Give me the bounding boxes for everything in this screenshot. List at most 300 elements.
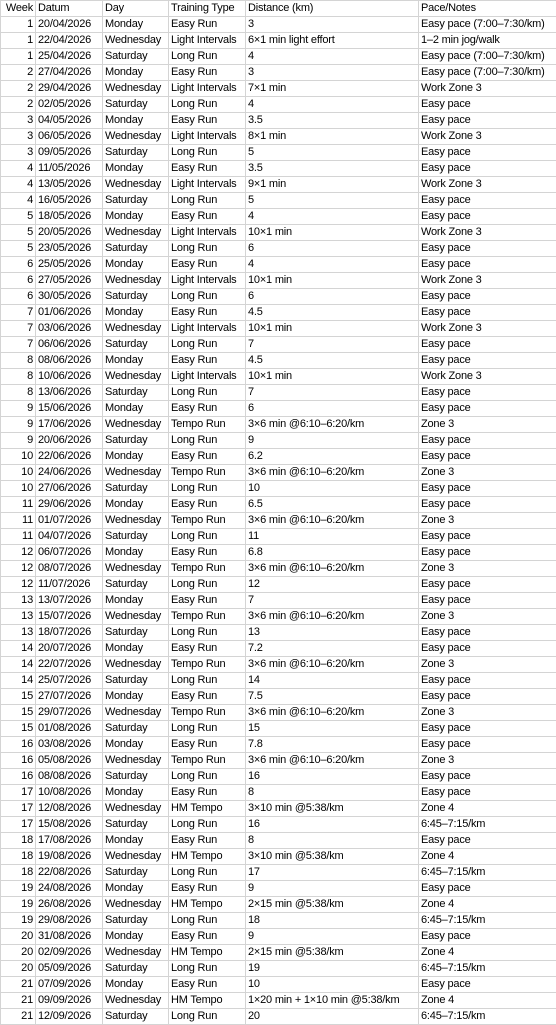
training-type-cell[interactable]: Easy Run <box>169 881 246 897</box>
day-cell[interactable]: Wednesday <box>103 81 169 97</box>
distance-cell[interactable]: 3×6 min @6:10–6:20/km <box>246 561 419 577</box>
pace-notes-cell[interactable]: Easy pace <box>419 289 556 305</box>
date-cell[interactable]: 20/06/2026 <box>36 433 103 449</box>
training-type-cell[interactable]: Light Intervals <box>169 369 246 385</box>
date-cell[interactable]: 01/08/2026 <box>36 721 103 737</box>
date-cell[interactable]: 04/05/2026 <box>36 113 103 129</box>
training-type-cell[interactable]: Long Run <box>169 193 246 209</box>
distance-cell[interactable]: 4 <box>246 49 419 65</box>
day-cell[interactable]: Wednesday <box>103 849 169 865</box>
day-cell[interactable]: Wednesday <box>103 513 169 529</box>
week-cell[interactable]: 13 <box>1 593 36 609</box>
pace-notes-cell[interactable]: Easy pace <box>419 433 556 449</box>
day-cell[interactable]: Monday <box>103 785 169 801</box>
pace-notes-cell[interactable]: Easy pace <box>419 881 556 897</box>
date-cell[interactable]: 09/05/2026 <box>36 145 103 161</box>
pace-notes-cell[interactable]: Easy pace <box>419 529 556 545</box>
training-type-cell[interactable]: Easy Run <box>169 401 246 417</box>
pace-notes-cell[interactable]: Zone 3 <box>419 561 556 577</box>
pace-notes-cell[interactable]: 6:45–7:15/km <box>419 1009 556 1025</box>
day-cell[interactable]: Saturday <box>103 913 169 929</box>
day-cell[interactable]: Saturday <box>103 385 169 401</box>
week-cell[interactable]: 11 <box>1 529 36 545</box>
pace-notes-cell[interactable]: Zone 3 <box>419 513 556 529</box>
week-cell[interactable]: 2 <box>1 65 36 81</box>
day-cell[interactable]: Saturday <box>103 529 169 545</box>
week-cell[interactable]: 9 <box>1 401 36 417</box>
day-cell[interactable]: Saturday <box>103 577 169 593</box>
week-cell[interactable]: 17 <box>1 785 36 801</box>
training-type-cell[interactable]: Easy Run <box>169 65 246 81</box>
week-cell[interactable]: 19 <box>1 913 36 929</box>
day-cell[interactable]: Monday <box>103 305 169 321</box>
week-cell[interactable]: 10 <box>1 465 36 481</box>
pace-notes-cell[interactable]: Work Zone 3 <box>419 225 556 241</box>
week-cell[interactable]: 10 <box>1 481 36 497</box>
pace-notes-cell[interactable]: Zone 3 <box>419 417 556 433</box>
distance-cell[interactable]: 3 <box>246 17 419 33</box>
header-week[interactable]: Week <box>1 1 36 17</box>
week-cell[interactable]: 21 <box>1 1009 36 1025</box>
week-cell[interactable]: 5 <box>1 241 36 257</box>
day-cell[interactable]: Saturday <box>103 865 169 881</box>
distance-cell[interactable]: 3×6 min @6:10–6:20/km <box>246 705 419 721</box>
week-cell[interactable]: 10 <box>1 449 36 465</box>
week-cell[interactable]: 4 <box>1 193 36 209</box>
date-cell[interactable]: 07/09/2026 <box>36 977 103 993</box>
training-type-cell[interactable]: Tempo Run <box>169 657 246 673</box>
date-cell[interactable]: 11/07/2026 <box>36 577 103 593</box>
training-type-cell[interactable]: Easy Run <box>169 17 246 33</box>
distance-cell[interactable]: 7.2 <box>246 641 419 657</box>
training-type-cell[interactable]: Easy Run <box>169 977 246 993</box>
distance-cell[interactable]: 6.8 <box>246 545 419 561</box>
training-type-cell[interactable]: Easy Run <box>169 305 246 321</box>
day-cell[interactable]: Wednesday <box>103 369 169 385</box>
distance-cell[interactable]: 3×6 min @6:10–6:20/km <box>246 513 419 529</box>
training-type-cell[interactable]: Easy Run <box>169 113 246 129</box>
distance-cell[interactable]: 10×1 min <box>246 225 419 241</box>
week-cell[interactable]: 1 <box>1 17 36 33</box>
date-cell[interactable]: 22/04/2026 <box>36 33 103 49</box>
day-cell[interactable]: Wednesday <box>103 33 169 49</box>
distance-cell[interactable]: 14 <box>246 673 419 689</box>
training-type-cell[interactable]: Light Intervals <box>169 177 246 193</box>
pace-notes-cell[interactable]: Easy pace <box>419 385 556 401</box>
training-type-cell[interactable]: Tempo Run <box>169 561 246 577</box>
training-type-cell[interactable]: Long Run <box>169 865 246 881</box>
date-cell[interactable]: 02/09/2026 <box>36 945 103 961</box>
training-type-cell[interactable]: Easy Run <box>169 353 246 369</box>
day-cell[interactable]: Wednesday <box>103 897 169 913</box>
day-cell[interactable]: Monday <box>103 353 169 369</box>
week-cell[interactable]: 16 <box>1 769 36 785</box>
pace-notes-cell[interactable]: Easy pace <box>419 769 556 785</box>
pace-notes-cell[interactable]: Zone 4 <box>419 993 556 1009</box>
distance-cell[interactable]: 17 <box>246 865 419 881</box>
pace-notes-cell[interactable]: Easy pace <box>419 721 556 737</box>
date-cell[interactable]: 27/07/2026 <box>36 689 103 705</box>
distance-cell[interactable]: 18 <box>246 913 419 929</box>
distance-cell[interactable]: 1×20 min + 1×10 min @5:38/km <box>246 993 419 1009</box>
training-type-cell[interactable]: Long Run <box>169 961 246 977</box>
training-type-cell[interactable]: Tempo Run <box>169 609 246 625</box>
distance-cell[interactable]: 10×1 min <box>246 321 419 337</box>
date-cell[interactable]: 10/06/2026 <box>36 369 103 385</box>
training-type-cell[interactable]: Long Run <box>169 529 246 545</box>
training-type-cell[interactable]: Easy Run <box>169 929 246 945</box>
header-pace-notes[interactable]: Pace/Notes <box>419 1 556 17</box>
pace-notes-cell[interactable]: Easy pace <box>419 193 556 209</box>
distance-cell[interactable]: 3×10 min @5:38/km <box>246 801 419 817</box>
week-cell[interactable]: 18 <box>1 849 36 865</box>
day-cell[interactable]: Saturday <box>103 289 169 305</box>
distance-cell[interactable]: 10 <box>246 977 419 993</box>
distance-cell[interactable]: 12 <box>246 577 419 593</box>
training-type-cell[interactable]: Easy Run <box>169 161 246 177</box>
training-type-cell[interactable]: Tempo Run <box>169 705 246 721</box>
training-type-cell[interactable]: Long Run <box>169 337 246 353</box>
pace-notes-cell[interactable]: Work Zone 3 <box>419 321 556 337</box>
pace-notes-cell[interactable]: Easy pace <box>419 577 556 593</box>
pace-notes-cell[interactable]: 6:45–7:15/km <box>419 817 556 833</box>
training-type-cell[interactable]: Long Run <box>169 97 246 113</box>
training-type-cell[interactable]: Easy Run <box>169 545 246 561</box>
training-type-cell[interactable]: Long Run <box>169 1009 246 1025</box>
distance-cell[interactable]: 11 <box>246 529 419 545</box>
header-datum[interactable]: Datum <box>36 1 103 17</box>
date-cell[interactable]: 29/04/2026 <box>36 81 103 97</box>
date-cell[interactable]: 25/05/2026 <box>36 257 103 273</box>
week-cell[interactable]: 2 <box>1 97 36 113</box>
pace-notes-cell[interactable]: Zone 3 <box>419 705 556 721</box>
date-cell[interactable]: 13/05/2026 <box>36 177 103 193</box>
date-cell[interactable]: 03/08/2026 <box>36 737 103 753</box>
training-type-cell[interactable]: Easy Run <box>169 737 246 753</box>
distance-cell[interactable]: 8×1 min <box>246 129 419 145</box>
date-cell[interactable]: 26/08/2026 <box>36 897 103 913</box>
date-cell[interactable]: 27/05/2026 <box>36 273 103 289</box>
date-cell[interactable]: 23/05/2026 <box>36 241 103 257</box>
distance-cell[interactable]: 6 <box>246 289 419 305</box>
pace-notes-cell[interactable]: Easy pace <box>419 673 556 689</box>
day-cell[interactable]: Saturday <box>103 337 169 353</box>
week-cell[interactable]: 15 <box>1 689 36 705</box>
date-cell[interactable]: 04/07/2026 <box>36 529 103 545</box>
week-cell[interactable]: 20 <box>1 945 36 961</box>
date-cell[interactable]: 15/06/2026 <box>36 401 103 417</box>
pace-notes-cell[interactable]: Zone 4 <box>419 849 556 865</box>
date-cell[interactable]: 16/05/2026 <box>36 193 103 209</box>
day-cell[interactable]: Saturday <box>103 721 169 737</box>
pace-notes-cell[interactable]: Easy pace (7:00–7:30/km) <box>419 49 556 65</box>
pace-notes-cell[interactable]: Easy pace <box>419 785 556 801</box>
date-cell[interactable]: 30/05/2026 <box>36 289 103 305</box>
week-cell[interactable]: 4 <box>1 161 36 177</box>
pace-notes-cell[interactable]: Zone 4 <box>419 897 556 913</box>
training-type-cell[interactable]: Light Intervals <box>169 273 246 289</box>
day-cell[interactable]: Monday <box>103 257 169 273</box>
training-type-cell[interactable]: Long Run <box>169 49 246 65</box>
training-type-cell[interactable]: Easy Run <box>169 833 246 849</box>
date-cell[interactable]: 03/06/2026 <box>36 321 103 337</box>
day-cell[interactable]: Saturday <box>103 241 169 257</box>
training-type-cell[interactable]: Easy Run <box>169 785 246 801</box>
day-cell[interactable]: Monday <box>103 545 169 561</box>
distance-cell[interactable]: 6.2 <box>246 449 419 465</box>
training-type-cell[interactable]: Long Run <box>169 817 246 833</box>
week-cell[interactable]: 6 <box>1 257 36 273</box>
training-type-cell[interactable]: Tempo Run <box>169 465 246 481</box>
week-cell[interactable]: 12 <box>1 545 36 561</box>
date-cell[interactable]: 11/05/2026 <box>36 161 103 177</box>
date-cell[interactable]: 17/06/2026 <box>36 417 103 433</box>
pace-notes-cell[interactable]: 6:45–7:15/km <box>419 865 556 881</box>
distance-cell[interactable]: 3×6 min @6:10–6:20/km <box>246 417 419 433</box>
date-cell[interactable]: 20/07/2026 <box>36 641 103 657</box>
distance-cell[interactable]: 9 <box>246 433 419 449</box>
day-cell[interactable]: Wednesday <box>103 273 169 289</box>
date-cell[interactable]: 25/04/2026 <box>36 49 103 65</box>
date-cell[interactable]: 27/06/2026 <box>36 481 103 497</box>
day-cell[interactable]: Saturday <box>103 769 169 785</box>
day-cell[interactable]: Monday <box>103 449 169 465</box>
date-cell[interactable]: 09/09/2026 <box>36 993 103 1009</box>
header-training-type[interactable]: Training Type <box>169 1 246 17</box>
pace-notes-cell[interactable]: Easy pace <box>419 97 556 113</box>
date-cell[interactable]: 13/07/2026 <box>36 593 103 609</box>
distance-cell[interactable]: 4.5 <box>246 305 419 321</box>
distance-cell[interactable]: 5 <box>246 145 419 161</box>
week-cell[interactable]: 5 <box>1 209 36 225</box>
week-cell[interactable]: 11 <box>1 513 36 529</box>
week-cell[interactable]: 17 <box>1 801 36 817</box>
day-cell[interactable]: Wednesday <box>103 321 169 337</box>
pace-notes-cell[interactable]: Easy pace (7:00–7:30/km) <box>419 65 556 81</box>
pace-notes-cell[interactable]: Zone 3 <box>419 753 556 769</box>
pace-notes-cell[interactable]: Easy pace <box>419 545 556 561</box>
training-type-cell[interactable]: HM Tempo <box>169 801 246 817</box>
date-cell[interactable]: 15/07/2026 <box>36 609 103 625</box>
week-cell[interactable]: 9 <box>1 433 36 449</box>
pace-notes-cell[interactable]: Easy pace <box>419 449 556 465</box>
pace-notes-cell[interactable]: Easy pace <box>419 337 556 353</box>
date-cell[interactable]: 18/05/2026 <box>36 209 103 225</box>
day-cell[interactable]: Monday <box>103 929 169 945</box>
distance-cell[interactable]: 4 <box>246 257 419 273</box>
distance-cell[interactable]: 7 <box>246 385 419 401</box>
week-cell[interactable]: 8 <box>1 353 36 369</box>
pace-notes-cell[interactable]: Easy pace <box>419 641 556 657</box>
training-type-cell[interactable]: Long Run <box>169 289 246 305</box>
distance-cell[interactable]: 15 <box>246 721 419 737</box>
week-cell[interactable]: 15 <box>1 721 36 737</box>
header-distance[interactable]: Distance (km) <box>246 1 419 17</box>
training-type-cell[interactable]: Light Intervals <box>169 321 246 337</box>
pace-notes-cell[interactable]: Work Zone 3 <box>419 81 556 97</box>
day-cell[interactable]: Saturday <box>103 961 169 977</box>
week-cell[interactable]: 11 <box>1 497 36 513</box>
date-cell[interactable]: 02/05/2026 <box>36 97 103 113</box>
date-cell[interactable]: 29/08/2026 <box>36 913 103 929</box>
distance-cell[interactable]: 8 <box>246 833 419 849</box>
training-type-cell[interactable]: Long Run <box>169 145 246 161</box>
distance-cell[interactable]: 5 <box>246 193 419 209</box>
distance-cell[interactable]: 3×6 min @6:10–6:20/km <box>246 753 419 769</box>
pace-notes-cell[interactable]: Work Zone 3 <box>419 369 556 385</box>
day-cell[interactable]: Monday <box>103 737 169 753</box>
training-type-cell[interactable]: Easy Run <box>169 209 246 225</box>
week-cell[interactable]: 3 <box>1 113 36 129</box>
week-cell[interactable]: 7 <box>1 321 36 337</box>
date-cell[interactable]: 31/08/2026 <box>36 929 103 945</box>
distance-cell[interactable]: 10 <box>246 481 419 497</box>
week-cell[interactable]: 16 <box>1 753 36 769</box>
pace-notes-cell[interactable]: Work Zone 3 <box>419 273 556 289</box>
date-cell[interactable]: 19/08/2026 <box>36 849 103 865</box>
week-cell[interactable]: 14 <box>1 641 36 657</box>
day-cell[interactable]: Monday <box>103 113 169 129</box>
date-cell[interactable]: 08/08/2026 <box>36 769 103 785</box>
distance-cell[interactable]: 4.5 <box>246 353 419 369</box>
training-type-cell[interactable]: Easy Run <box>169 689 246 705</box>
training-type-cell[interactable]: Long Run <box>169 673 246 689</box>
pace-notes-cell[interactable]: Zone 4 <box>419 801 556 817</box>
distance-cell[interactable]: 9 <box>246 881 419 897</box>
date-cell[interactable]: 08/07/2026 <box>36 561 103 577</box>
pace-notes-cell[interactable]: Zone 3 <box>419 465 556 481</box>
day-cell[interactable]: Monday <box>103 593 169 609</box>
pace-notes-cell[interactable]: Easy pace <box>419 241 556 257</box>
pace-notes-cell[interactable]: Work Zone 3 <box>419 177 556 193</box>
day-cell[interactable]: Saturday <box>103 97 169 113</box>
date-cell[interactable]: 20/05/2026 <box>36 225 103 241</box>
date-cell[interactable]: 22/08/2026 <box>36 865 103 881</box>
week-cell[interactable]: 21 <box>1 977 36 993</box>
day-cell[interactable]: Monday <box>103 161 169 177</box>
training-type-cell[interactable]: Light Intervals <box>169 225 246 241</box>
distance-cell[interactable]: 16 <box>246 817 419 833</box>
week-cell[interactable]: 14 <box>1 673 36 689</box>
distance-cell[interactable]: 2×15 min @5:38/km <box>246 945 419 961</box>
day-cell[interactable]: Monday <box>103 689 169 705</box>
training-type-cell[interactable]: Light Intervals <box>169 129 246 145</box>
day-cell[interactable]: Wednesday <box>103 225 169 241</box>
pace-notes-cell[interactable]: Easy pace <box>419 689 556 705</box>
week-cell[interactable]: 13 <box>1 625 36 641</box>
distance-cell[interactable]: 7.5 <box>246 689 419 705</box>
week-cell[interactable]: 3 <box>1 145 36 161</box>
distance-cell[interactable]: 20 <box>246 1009 419 1025</box>
distance-cell[interactable]: 6 <box>246 241 419 257</box>
week-cell[interactable]: 7 <box>1 305 36 321</box>
week-cell[interactable]: 18 <box>1 865 36 881</box>
date-cell[interactable]: 06/06/2026 <box>36 337 103 353</box>
week-cell[interactable]: 20 <box>1 961 36 977</box>
day-cell[interactable]: Monday <box>103 65 169 81</box>
week-cell[interactable]: 17 <box>1 817 36 833</box>
distance-cell[interactable]: 10×1 min <box>246 369 419 385</box>
pace-notes-cell[interactable]: Easy pace <box>419 929 556 945</box>
week-cell[interactable]: 14 <box>1 657 36 673</box>
distance-cell[interactable]: 19 <box>246 961 419 977</box>
week-cell[interactable]: 19 <box>1 881 36 897</box>
date-cell[interactable]: 06/05/2026 <box>36 129 103 145</box>
day-cell[interactable]: Monday <box>103 977 169 993</box>
week-cell[interactable]: 6 <box>1 273 36 289</box>
training-type-cell[interactable]: Easy Run <box>169 257 246 273</box>
training-type-cell[interactable]: Easy Run <box>169 497 246 513</box>
day-cell[interactable]: Monday <box>103 881 169 897</box>
pace-notes-cell[interactable]: Easy pace <box>419 737 556 753</box>
distance-cell[interactable]: 4 <box>246 97 419 113</box>
day-cell[interactable]: Saturday <box>103 145 169 161</box>
date-cell[interactable]: 17/08/2026 <box>36 833 103 849</box>
week-cell[interactable]: 7 <box>1 337 36 353</box>
training-type-cell[interactable]: Long Run <box>169 433 246 449</box>
distance-cell[interactable]: 16 <box>246 769 419 785</box>
pace-notes-cell[interactable]: Easy pace <box>419 209 556 225</box>
week-cell[interactable]: 9 <box>1 417 36 433</box>
training-type-cell[interactable]: HM Tempo <box>169 849 246 865</box>
pace-notes-cell[interactable]: Easy pace <box>419 401 556 417</box>
distance-cell[interactable]: 7.8 <box>246 737 419 753</box>
week-cell[interactable]: 19 <box>1 897 36 913</box>
training-type-cell[interactable]: HM Tempo <box>169 993 246 1009</box>
week-cell[interactable]: 8 <box>1 385 36 401</box>
pace-notes-cell[interactable]: 6:45–7:15/km <box>419 961 556 977</box>
distance-cell[interactable]: 3.5 <box>246 113 419 129</box>
week-cell[interactable]: 4 <box>1 177 36 193</box>
week-cell[interactable]: 12 <box>1 577 36 593</box>
distance-cell[interactable]: 3×6 min @6:10–6:20/km <box>246 465 419 481</box>
distance-cell[interactable]: 7 <box>246 337 419 353</box>
pace-notes-cell[interactable]: Easy pace <box>419 353 556 369</box>
pace-notes-cell[interactable]: Zone 3 <box>419 609 556 625</box>
day-cell[interactable]: Monday <box>103 17 169 33</box>
distance-cell[interactable]: 7×1 min <box>246 81 419 97</box>
distance-cell[interactable]: 9×1 min <box>246 177 419 193</box>
pace-notes-cell[interactable]: Easy pace <box>419 593 556 609</box>
distance-cell[interactable]: 3×6 min @6:10–6:20/km <box>246 609 419 625</box>
week-cell[interactable]: 21 <box>1 993 36 1009</box>
date-cell[interactable]: 29/07/2026 <box>36 705 103 721</box>
pace-notes-cell[interactable]: Easy pace <box>419 977 556 993</box>
training-type-cell[interactable]: Long Run <box>169 577 246 593</box>
training-type-cell[interactable]: Long Run <box>169 625 246 641</box>
training-type-cell[interactable]: HM Tempo <box>169 897 246 913</box>
pace-notes-cell[interactable]: 6:45–7:15/km <box>419 913 556 929</box>
day-cell[interactable]: Wednesday <box>103 657 169 673</box>
day-cell[interactable]: Saturday <box>103 193 169 209</box>
training-type-cell[interactable]: Tempo Run <box>169 417 246 433</box>
week-cell[interactable]: 12 <box>1 561 36 577</box>
week-cell[interactable]: 3 <box>1 129 36 145</box>
date-cell[interactable]: 13/06/2026 <box>36 385 103 401</box>
distance-cell[interactable]: 6×1 min light effort <box>246 33 419 49</box>
training-type-cell[interactable]: Long Run <box>169 913 246 929</box>
day-cell[interactable]: Wednesday <box>103 177 169 193</box>
pace-notes-cell[interactable]: Work Zone 3 <box>419 129 556 145</box>
day-cell[interactable]: Monday <box>103 833 169 849</box>
week-cell[interactable]: 6 <box>1 289 36 305</box>
week-cell[interactable]: 5 <box>1 225 36 241</box>
pace-notes-cell[interactable]: Easy pace <box>419 497 556 513</box>
date-cell[interactable]: 15/08/2026 <box>36 817 103 833</box>
day-cell[interactable]: Monday <box>103 497 169 513</box>
date-cell[interactable]: 24/08/2026 <box>36 881 103 897</box>
date-cell[interactable]: 08/06/2026 <box>36 353 103 369</box>
